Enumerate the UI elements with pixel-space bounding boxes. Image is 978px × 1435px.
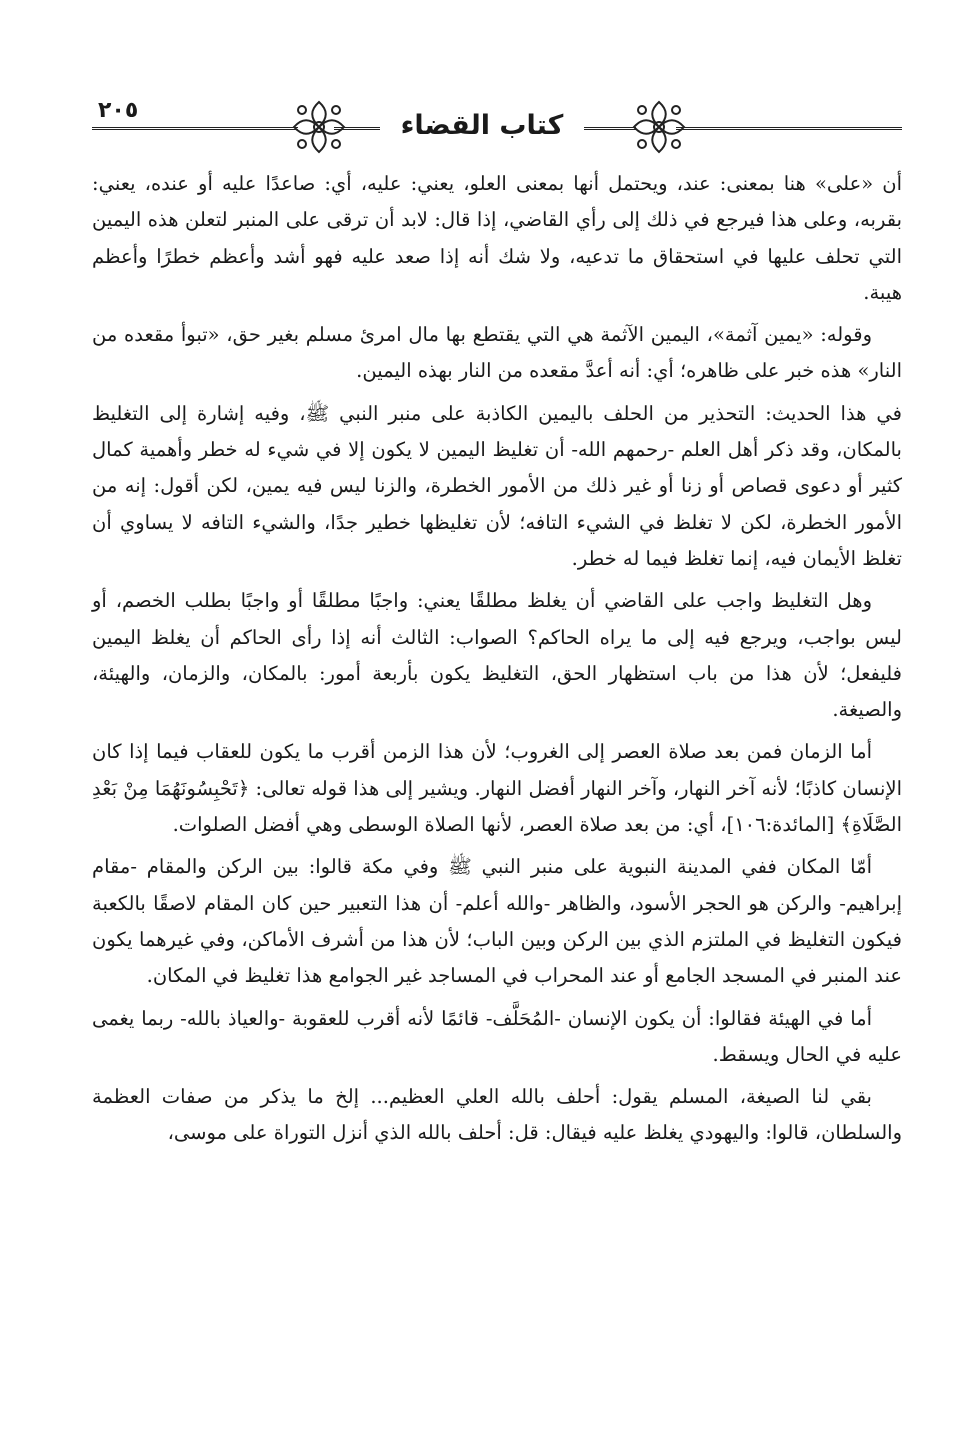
paragraph: أن «على» هنا بمعنى: عند، ويحتمل أنها بمعنى العلو، يعني: عليه، أي: صاعدًا عليه أو عنده، يعني: بقربه، وعلى هذا فيرجع في ذلك إلى رأي القاضي، إذا قال: لابد أن ترقى على المنبر لتعلن هذه اليمين التي تحلف عليها في استحقاق ما تدعيه، ولا شك أنه إذا صعد عليه فهو أشد وأعظم خطرًا وأعظم هيبة. [92,172,902,304]
body-text [92,166,902,1158]
header-rule [676,127,902,130]
book-title: كتاب القضاء [400,110,564,141]
paragraph: أمّا المكان ففي المدينة النبوية على منبر النبي ﷺ وفي مكة قالوا: بين الركن والمقام -مقام إبراهيم- والركن هو الحجر الأسود، والظاهر -والله أعلم- أن هذا التعبير حين كان المقام لاصقًا بالكعبة فيكون التغليظ في الملتزم الذي بين الركن وبين الباب؛ لأن هذا من أشرف الأماكن، وفي غيرهما يكون عند المنبر في المسجد الجامع أو عند المحراب في المساجد غير الجوامع هذا تغليظ في المكان. [92,855,902,988]
ornament-icon [290,98,348,156]
page-header [92,96,902,168]
header-rule [92,127,298,130]
header-rule [584,127,636,130]
paragraph: أما في الهيئة فقالوا: أن يكون الإنسان -المُحَلَّف- قائمًا لأنه أقرب للعقوبة -والعياذ بالله- ربما يغمى عليه في الحال ويسقط. [92,1006,902,1066]
ornament-icon [630,98,688,156]
paragraph: بقي لنا الصيغة، المسلم يقول: أحلف بالله العلي العظيم... إلخ ما يذكر من صفات العظمة والسلطان، قالوا: واليهودي يغلظ عليه فيقال: قل: أحلف بالله الذي أنزل التوراة على موسى، [92,1085,902,1145]
paragraph: وهل التغليظ واجب على القاضي أن يغلظ مطلقًا يعني: واجبًا مطلقًا أو واجبًا بطلب الخصم، أو ليس بواجب، ويرجع فيه إلى ما يراه الحاكم؟ الصواب: الثالث أنه إذا رأى الحاكم أن يغلظ اليمين فليفعل؛ لأن هذا من باب استظهار الحق، التغليظ يكون بأربعة أمور: بالمكان، والزمان، والهيئة، والصيغة. [92,589,902,722]
paragraph: أما الزمان فمن بعد صلاة العصر إلى الغروب؛ لأن هذا الزمن أقرب ما يكون للعقاب فيما إذا كان الإنسان كاذبًا؛ لأنه آخر النهار، وآخر النهار أفضل النهار. ويشير إلى هذا قوله تعالى: ﴿تَحْبِسُونَهُمَا مِنْ بَعْدِ الصَّلَاةِ﴾ [المائدة:١٠٦]، أي: من بعد صلاة العصر، لأنها الصلاة الوسطى وهي أفضل الصلوات. [92,740,902,837]
page-number: ٢٠٥ [98,98,139,123]
paragraph: وقوله: «يمين آثمة»، اليمين الآثمة هي التي يقتطع بها مال امرئ مسلم بغير حق، «تبوأ مقعده من النار» هذه خبر على ظاهره؛ أي: أنه أعدَّ مقعده من النار بهذه اليمين. [92,323,902,383]
paragraph: في هذا الحديث: التحذير من الحلف باليمين الكاذبة على منبر النبي ﷺ، وفيه إشارة إلى التغليظ بالمكان، وقد ذكر أهل العلم -رحمهم الله- أن تغليظ اليمين لا يكون إلا في شيء له خطر وأهمية كمال كثير أو دعوى قصاص أو زنا أو غير ذلك من الأمور الخطرة، والزنا ليس فيه يمين، لكن أقول: إنه من الأمور الخطرة، لكن لا تغلظ في الشيء التافه؛ لأن تغليظها خطير جدًا، والشيء التافه لا يساوي أن تغلظ الأيمان فيه، إنما تغلظ فيما له خطر. [92,401,902,570]
